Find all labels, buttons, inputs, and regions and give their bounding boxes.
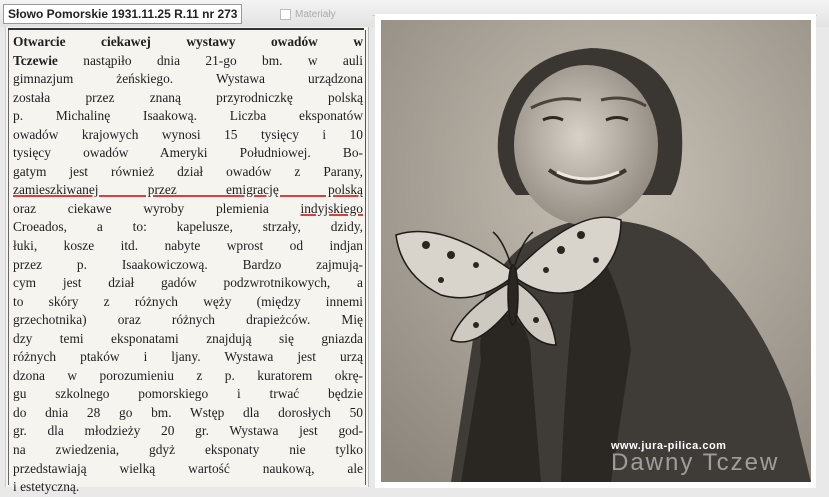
article-text-run: cym jest dział gadów podzwrotnikowych, a <box>13 275 363 291</box>
article-text-run: została przez znaną przyrodniczkę polską <box>13 89 363 105</box>
article-text-run: zamieszkiwanej przez emigrację polską <box>13 182 363 198</box>
article-text-run: Tczewie <box>13 52 58 68</box>
article-line <box>13 52 363 71</box>
article-text-run: Croeados, a to: kapelusze, strzały, dzidy, <box>13 219 363 235</box>
watermark-title: Dawny Tczew <box>611 449 780 476</box>
article-line <box>13 293 363 312</box>
article-line <box>13 144 363 163</box>
article-text-run: dzona w porozumieniu z p. kuratorem okrę- <box>13 367 363 383</box>
portrait-photo <box>381 20 811 482</box>
article-line <box>13 89 363 108</box>
article-text-run: Otwarcie ciekawej wystawy owadów w <box>13 34 363 49</box>
article-text-run: różnych ptaków i ljany. Wystawa jest urzą <box>13 349 363 365</box>
article-text-run: p. Michalinę Isaakową. Liczba eksponatów <box>13 108 363 124</box>
article-line <box>13 311 363 330</box>
article-line <box>13 200 363 219</box>
article-line <box>13 163 363 182</box>
article-line <box>13 478 363 497</box>
article-text-run: nastąpiło dnia 21-go bm. w auli <box>57 52 363 68</box>
article-line <box>13 256 363 275</box>
article-line <box>13 422 363 441</box>
materials-toggle[interactable] <box>280 9 336 20</box>
checkbox-icon[interactable] <box>280 9 291 20</box>
article-line <box>13 181 363 200</box>
article-line <box>13 330 363 349</box>
article-text <box>13 33 363 497</box>
article-text-run: owadów krajowych wynosi 15 tysięcy i 10 <box>13 126 363 142</box>
article-text-run: grzechotnika) oraz różnych drapieżców. Mię <box>13 312 363 328</box>
article-text-run: przedstawiają wielką wartość naukową, ale <box>13 460 363 476</box>
article-line <box>13 70 363 89</box>
article-line <box>13 218 363 237</box>
article-line <box>13 237 363 256</box>
article-text-run: gr. dla młodzieży 20 gr. Wystawa jest god- <box>13 423 363 439</box>
article-text-run: przez p. Isaakowiczową. Bardzo zajmują- <box>13 256 363 272</box>
article-text-run: gu szkolnego pomorskiego i trwać będzie <box>13 386 363 402</box>
article-text-run: oraz ciekawe wyroby plemienia <box>13 200 301 216</box>
article-text-run: to skóry z różnych węży (między innemi <box>13 293 363 309</box>
article-text-run: indyjskiego <box>300 200 363 216</box>
article-line <box>13 367 363 386</box>
clipping-top-rule <box>8 28 364 30</box>
article-line <box>13 385 363 404</box>
article-line <box>13 460 363 479</box>
photo-illustration <box>381 20 811 482</box>
article-line <box>13 126 363 145</box>
article-text-run: dzy temi eksponatami znajdują się gniazda <box>13 330 363 346</box>
article-text-run: gimnazjum żeńskiego. Wystawa urządzona <box>13 71 363 87</box>
article-line <box>13 33 363 52</box>
article-text-run: tysięcy owadów Ameryki Południowej. Bo- <box>13 145 363 161</box>
article-line <box>13 348 363 367</box>
article-text-run: do dnia 28 go bm. Wstęp dla dorosłych 50 <box>13 404 363 420</box>
article-line <box>13 274 363 293</box>
article-text-run: gatym jest również dział owadów z Parany, <box>13 163 363 179</box>
source-label: Słowo Pomorskie 1931.11.25 R.11 nr 273 <box>3 4 242 24</box>
article-text-run: i estetyczną. <box>13 479 80 495</box>
article-text-run: na zwiedzenia, gdyż eksponaty nie tylko <box>13 442 363 458</box>
watermark <box>611 440 811 480</box>
clipping-left-rule <box>8 30 9 485</box>
clipping-right-rule <box>365 30 366 485</box>
article-text-run: łuki, kosze itd. nabyte wprost od indjan <box>13 238 363 254</box>
materials-label: Materiały <box>295 9 336 20</box>
article-line <box>13 107 363 126</box>
watermark-url: www.jura-pilica.com <box>611 440 727 452</box>
article-line <box>13 404 363 423</box>
article-line <box>13 441 363 460</box>
